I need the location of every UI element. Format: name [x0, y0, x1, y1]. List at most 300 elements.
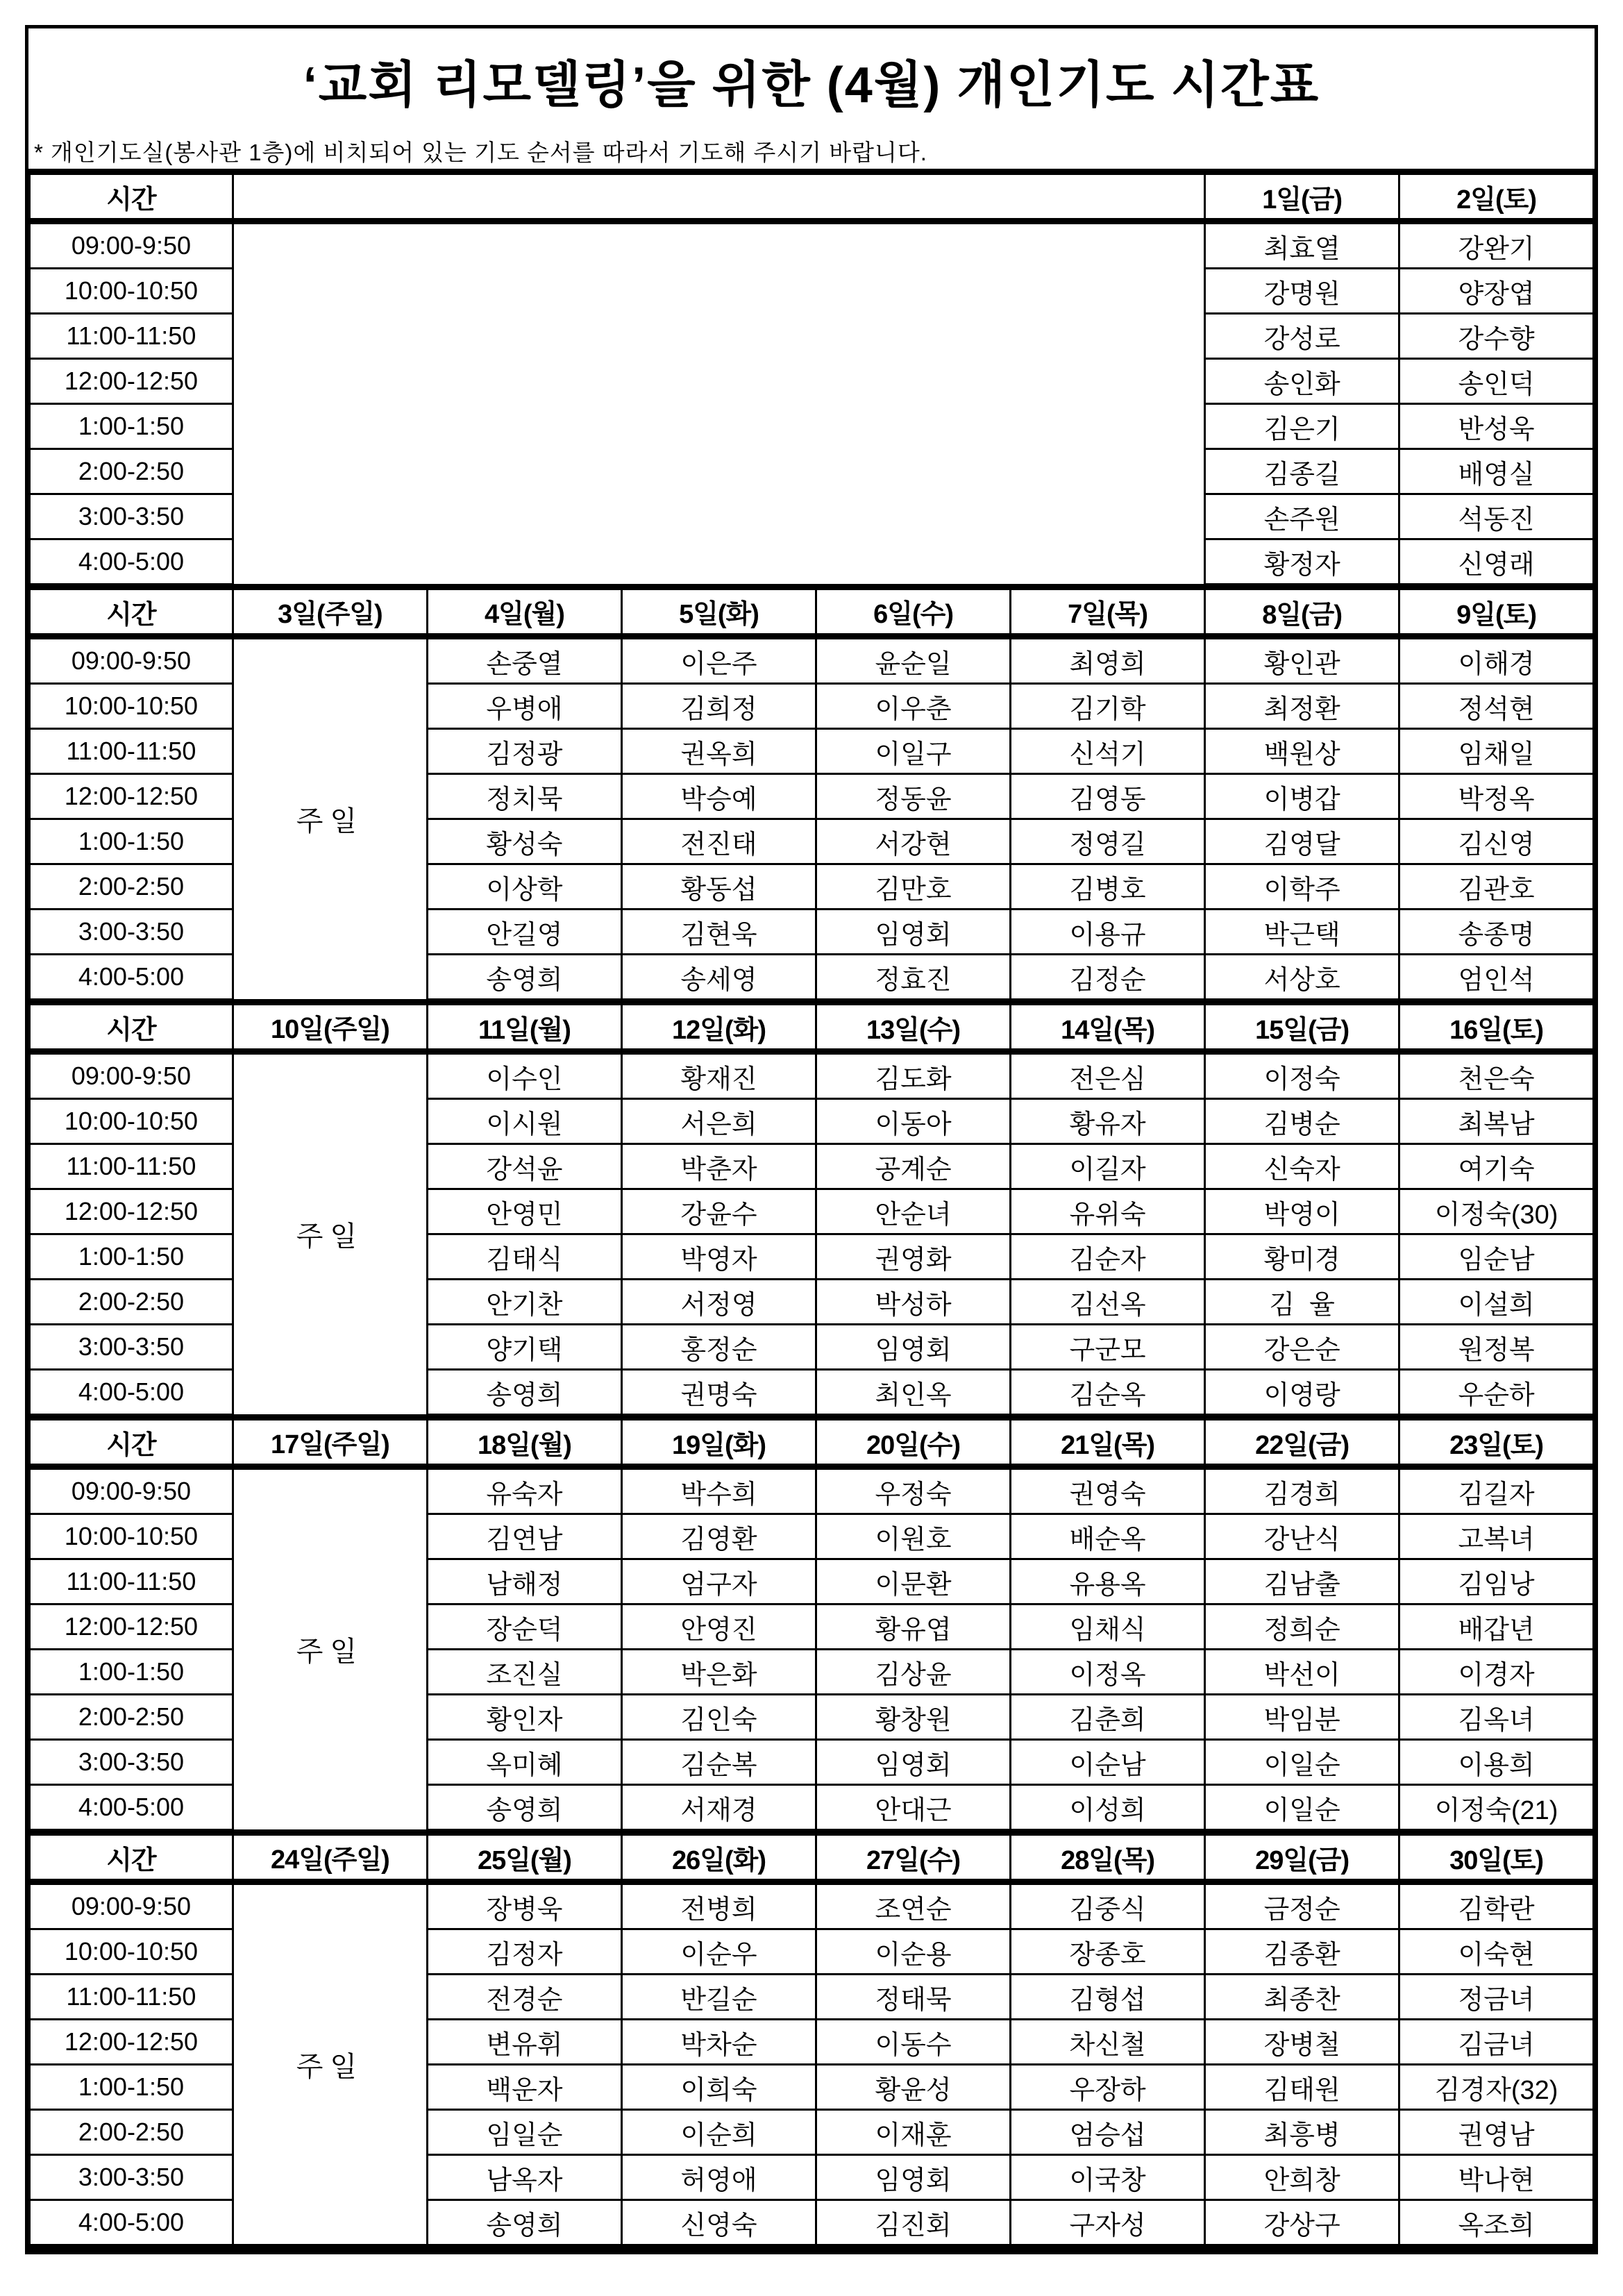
- name-cell: 유위숙: [1011, 1189, 1205, 1234]
- name-cell: 송영희: [427, 1370, 621, 1418]
- name-cell: 김옥녀: [1399, 1695, 1594, 1740]
- name-cell: 안대근: [816, 1785, 1011, 1833]
- name-cell: 정금녀: [1399, 1975, 1594, 2020]
- name-cell: 석동진: [1399, 494, 1594, 539]
- time-cell: 4:00-5:00: [30, 1370, 233, 1418]
- name-cell: 박성하: [816, 1280, 1011, 1325]
- name-cell: 김기학: [1011, 684, 1205, 729]
- day-header: 13일(수): [816, 1002, 1011, 1052]
- name-cell: 최흥병: [1205, 2110, 1399, 2155]
- name-cell: 정동윤: [816, 774, 1011, 819]
- time-column-header: 시간: [30, 172, 233, 221]
- day-header: 22일(금): [1205, 1417, 1399, 1467]
- name-cell: 김종길: [1205, 449, 1399, 494]
- name-cell: 장병욱: [427, 1882, 621, 1929]
- name-cell: 안영민: [427, 1189, 621, 1234]
- day-header: 11일(월): [427, 1002, 621, 1052]
- name-cell: 송인화: [1205, 359, 1399, 404]
- time-cell: 11:00-11:50: [30, 729, 233, 774]
- name-cell: 금정순: [1205, 1882, 1399, 1929]
- name-cell: 안희창: [1205, 2155, 1399, 2200]
- name-cell: 김금녀: [1399, 2020, 1594, 2065]
- name-cell: 황정자: [1205, 539, 1399, 587]
- name-cell: 이은주: [621, 637, 816, 684]
- name-cell: 차신철: [1011, 2020, 1205, 2065]
- name-cell: 임채식: [1011, 1604, 1205, 1650]
- time-cell: 2:00-2:50: [30, 1695, 233, 1740]
- prayer-schedule-table: [28, 169, 1595, 2251]
- name-cell: 서재경: [621, 1785, 816, 1833]
- name-cell: 남해정: [427, 1559, 621, 1604]
- name-cell: 안영진: [621, 1604, 816, 1650]
- name-cell: 박은화: [621, 1650, 816, 1695]
- name-cell: 신영래: [1399, 539, 1594, 587]
- name-cell: 김희정: [621, 684, 816, 729]
- name-cell: 배영실: [1399, 449, 1594, 494]
- time-cell: 2:00-2:50: [30, 449, 233, 494]
- name-cell: 이국창: [1011, 2155, 1205, 2200]
- time-cell: 10:00-10:50: [30, 684, 233, 729]
- section-header-row: [30, 1832, 1594, 1882]
- time-cell: 1:00-1:50: [30, 2065, 233, 2110]
- day-header: 6일(수): [816, 587, 1011, 637]
- name-cell: 유숙자: [427, 1467, 621, 1514]
- name-cell: 구자성: [1011, 2200, 1205, 2248]
- time-cell: 3:00-3:50: [30, 494, 233, 539]
- name-cell: 엄인석: [1399, 955, 1594, 1003]
- name-cell: 김임낭: [1399, 1559, 1594, 1604]
- name-cell: 송세영: [621, 955, 816, 1003]
- name-cell: 이동아: [816, 1099, 1011, 1144]
- name-cell: 김남출: [1205, 1559, 1399, 1604]
- name-cell: 김길자: [1399, 1467, 1594, 1514]
- name-cell: 홍정순: [621, 1325, 816, 1370]
- day-header: 1일(금): [1205, 172, 1399, 221]
- name-cell: 권영화: [816, 1234, 1011, 1280]
- name-cell: 임순남: [1399, 1234, 1594, 1280]
- name-cell: 박나현: [1399, 2155, 1594, 2200]
- day-header: 7일(목): [1011, 587, 1205, 637]
- name-cell: 강난식: [1205, 1514, 1399, 1559]
- name-cell: 전경순: [427, 1975, 621, 2020]
- schedule-row: [30, 1467, 1594, 1514]
- name-cell: 손중열: [427, 637, 621, 684]
- day-header: 21일(목): [1011, 1417, 1205, 1467]
- time-cell: 3:00-3:50: [30, 2155, 233, 2200]
- name-cell: 김정순: [1011, 955, 1205, 1003]
- day-header: 26일(화): [621, 1832, 816, 1882]
- name-cell: 김만호: [816, 864, 1011, 910]
- name-cell: 박수희: [621, 1467, 816, 1514]
- name-cell: 전은심: [1011, 1052, 1205, 1099]
- name-cell: 강윤수: [621, 1189, 816, 1234]
- schedule-row: [30, 221, 1594, 269]
- name-cell: 황성숙: [427, 819, 621, 864]
- name-cell: 장병철: [1205, 2020, 1399, 2065]
- name-cell: 김상윤: [816, 1650, 1011, 1695]
- name-cell: 이경자: [1399, 1650, 1594, 1695]
- name-cell: 황인자: [427, 1695, 621, 1740]
- time-column-header: 시간: [30, 1832, 233, 1882]
- name-cell: 황창원: [816, 1695, 1011, 1740]
- name-cell: 박임분: [1205, 1695, 1399, 1740]
- name-cell: 천은숙: [1399, 1052, 1594, 1099]
- name-cell: 이정숙: [1205, 1052, 1399, 1099]
- name-cell: 정석현: [1399, 684, 1594, 729]
- name-cell: 이수인: [427, 1052, 621, 1099]
- name-cell: 허영애: [621, 2155, 816, 2200]
- name-cell: 김영환: [621, 1514, 816, 1559]
- section-header-row: [30, 172, 1594, 221]
- name-cell: 김형섭: [1011, 1975, 1205, 2020]
- time-cell: 12:00-12:50: [30, 2020, 233, 2065]
- name-cell: 최종찬: [1205, 1975, 1399, 2020]
- day-header: 23일(토): [1399, 1417, 1594, 1467]
- time-cell: 10:00-10:50: [30, 1099, 233, 1144]
- time-cell: 09:00-9:50: [30, 221, 233, 269]
- name-cell: 강상구: [1205, 2200, 1399, 2248]
- name-cell: 김 율: [1205, 1280, 1399, 1325]
- name-cell: 이일순: [1205, 1785, 1399, 1833]
- name-cell: 배갑년: [1399, 1604, 1594, 1650]
- time-cell: 4:00-5:00: [30, 1785, 233, 1833]
- time-column-header: 시간: [30, 1002, 233, 1052]
- name-cell: 김춘희: [1011, 1695, 1205, 1740]
- time-cell: 12:00-12:50: [30, 774, 233, 819]
- name-cell: 안길영: [427, 910, 621, 955]
- name-cell: 임일순: [427, 2110, 621, 2155]
- name-cell: 최효열: [1205, 221, 1399, 269]
- time-cell: 09:00-9:50: [30, 1052, 233, 1099]
- name-cell: 황윤성: [816, 2065, 1011, 2110]
- name-cell: 공계순: [816, 1144, 1011, 1189]
- time-cell: 10:00-10:50: [30, 1514, 233, 1559]
- name-cell: 정태묵: [816, 1975, 1011, 2020]
- name-cell: 박선이: [1205, 1650, 1399, 1695]
- sunday-merged-cell: 주일: [233, 1052, 427, 1418]
- time-cell: 1:00-1:50: [30, 1650, 233, 1695]
- section-header-row: [30, 587, 1594, 637]
- name-cell: 엄구자: [621, 1559, 816, 1604]
- name-cell: 유용옥: [1011, 1559, 1205, 1604]
- name-cell: 우병애: [427, 684, 621, 729]
- name-cell: 김순자: [1011, 1234, 1205, 1280]
- name-cell: 권영숙: [1011, 1467, 1205, 1514]
- name-cell: 이정옥: [1011, 1650, 1205, 1695]
- name-cell: 반성욱: [1399, 404, 1594, 449]
- name-cell: 김은기: [1205, 404, 1399, 449]
- day-header: 18일(월): [427, 1417, 621, 1467]
- schedule-row: [30, 1052, 1594, 1099]
- name-cell: 이학주: [1205, 864, 1399, 910]
- name-cell: 김경희: [1205, 1467, 1399, 1514]
- time-cell: 4:00-5:00: [30, 539, 233, 587]
- name-cell: 이시원: [427, 1099, 621, 1144]
- name-cell: 황유자: [1011, 1099, 1205, 1144]
- name-cell: 황인관: [1205, 637, 1399, 684]
- note-text: * 개인기도실(봉사관 1층)에 비치되어 있는 기도 순서를 따라서 기도해 주시기 바랍니다.: [34, 139, 927, 165]
- name-cell: 이정숙(30): [1399, 1189, 1594, 1234]
- name-cell: 정치묵: [427, 774, 621, 819]
- time-cell: 2:00-2:50: [30, 864, 233, 910]
- time-column-header: 시간: [30, 1417, 233, 1467]
- day-header: 12일(화): [621, 1002, 816, 1052]
- name-cell: 박근택: [1205, 910, 1399, 955]
- empty-merged-cell: [233, 221, 1204, 587]
- name-cell: 김종환: [1205, 1929, 1399, 1975]
- time-cell: 10:00-10:50: [30, 1929, 233, 1975]
- name-cell: 우순하: [1399, 1370, 1594, 1418]
- day-header: 14일(목): [1011, 1002, 1205, 1052]
- name-cell: 장순덕: [427, 1604, 621, 1650]
- name-cell: 강수향: [1399, 314, 1594, 359]
- name-cell: 강완기: [1399, 221, 1594, 269]
- name-cell: 이용규: [1011, 910, 1205, 955]
- name-cell: 구군모: [1011, 1325, 1205, 1370]
- schedule-row: [30, 1882, 1594, 1929]
- name-cell: 김병호: [1011, 864, 1205, 910]
- name-cell: 황동섭: [621, 864, 816, 910]
- name-cell: 이재훈: [816, 2110, 1011, 2155]
- name-cell: 송영희: [427, 2200, 621, 2248]
- name-cell: 김순복: [621, 1740, 816, 1785]
- day-header: 15일(금): [1205, 1002, 1399, 1052]
- name-cell: 서상호: [1205, 955, 1399, 1003]
- name-cell: 김순옥: [1011, 1370, 1205, 1418]
- day-header: 4일(월): [427, 587, 621, 637]
- name-cell: 이순용: [816, 1929, 1011, 1975]
- time-cell: 11:00-11:50: [30, 314, 233, 359]
- time-column-header: 시간: [30, 587, 233, 637]
- schedule-row: [30, 637, 1594, 684]
- name-cell: 이정숙(21): [1399, 1785, 1594, 1833]
- name-cell: 양기택: [427, 1325, 621, 1370]
- name-cell: 김정광: [427, 729, 621, 774]
- name-cell: 이용희: [1399, 1740, 1594, 1785]
- name-cell: 우장하: [1011, 2065, 1205, 2110]
- name-cell: 이원호: [816, 1514, 1011, 1559]
- name-cell: 황재진: [621, 1052, 816, 1099]
- name-cell: 임채일: [1399, 729, 1594, 774]
- time-cell: 1:00-1:50: [30, 1234, 233, 1280]
- name-cell: 김인숙: [621, 1695, 816, 1740]
- time-cell: 11:00-11:50: [30, 1559, 233, 1604]
- name-cell: 이문환: [816, 1559, 1011, 1604]
- time-cell: 3:00-3:50: [30, 1740, 233, 1785]
- name-cell: 정희순: [1205, 1604, 1399, 1650]
- name-cell: 변유휘: [427, 2020, 621, 2065]
- name-cell: 여기숙: [1399, 1144, 1594, 1189]
- empty-header-cell: [233, 172, 1204, 221]
- name-cell: 강성로: [1205, 314, 1399, 359]
- name-cell: 이성희: [1011, 1785, 1205, 1833]
- sunday-day-header: 24일(주일): [233, 1832, 427, 1882]
- name-cell: 임영회: [816, 910, 1011, 955]
- section-header-row: [30, 1002, 1594, 1052]
- name-cell: 김영달: [1205, 819, 1399, 864]
- time-cell: 3:00-3:50: [30, 1325, 233, 1370]
- time-cell: 09:00-9:50: [30, 637, 233, 684]
- name-cell: 이일순: [1205, 1740, 1399, 1785]
- name-cell: 양장엽: [1399, 269, 1594, 314]
- name-cell: 우정숙: [816, 1467, 1011, 1514]
- time-cell: 09:00-9:50: [30, 1882, 233, 1929]
- name-cell: 박영이: [1205, 1189, 1399, 1234]
- name-cell: 신영숙: [621, 2200, 816, 2248]
- name-cell: 김중식: [1011, 1882, 1205, 1929]
- name-cell: 김태원: [1205, 2065, 1399, 2110]
- name-cell: 이길자: [1011, 1144, 1205, 1189]
- name-cell: 전진태: [621, 819, 816, 864]
- name-cell: 강은순: [1205, 1325, 1399, 1370]
- name-cell: 장종호: [1011, 1929, 1205, 1975]
- name-cell: 김관호: [1399, 864, 1594, 910]
- name-cell: 안순녀: [816, 1189, 1011, 1234]
- name-cell: 권명숙: [621, 1370, 816, 1418]
- schedule-sheet: [25, 25, 1598, 2254]
- name-cell: 임영회: [816, 1740, 1011, 1785]
- name-cell: 최정환: [1205, 684, 1399, 729]
- name-cell: 김연남: [427, 1514, 621, 1559]
- name-cell: 안기찬: [427, 1280, 621, 1325]
- name-cell: 박승예: [621, 774, 816, 819]
- name-cell: 이영랑: [1205, 1370, 1399, 1418]
- name-cell: 김영동: [1011, 774, 1205, 819]
- time-cell: 11:00-11:50: [30, 1975, 233, 2020]
- section-header-row: [30, 1417, 1594, 1467]
- day-header: 29일(금): [1205, 1832, 1399, 1882]
- day-header: 20일(수): [816, 1417, 1011, 1467]
- sunday-merged-cell: 주일: [233, 1467, 427, 1833]
- name-cell: 이병갑: [1205, 774, 1399, 819]
- time-cell: 12:00-12:50: [30, 1604, 233, 1650]
- name-cell: 정효진: [816, 955, 1011, 1003]
- name-cell: 송인덕: [1399, 359, 1594, 404]
- name-cell: 최영희: [1011, 637, 1205, 684]
- name-cell: 이동수: [816, 2020, 1011, 2065]
- name-cell: 송영희: [427, 1785, 621, 1833]
- sunday-merged-cell: 주일: [233, 1882, 427, 2248]
- page-title: ‘교회 리모델링’을 위한 (4월) 개인기도 시간표: [303, 58, 1320, 113]
- time-cell: 4:00-5:00: [30, 2200, 233, 2248]
- name-cell: 김태식: [427, 1234, 621, 1280]
- time-cell: 09:00-9:50: [30, 1467, 233, 1514]
- sunday-merged-cell: 주일: [233, 637, 427, 1003]
- time-cell: 3:00-3:50: [30, 910, 233, 955]
- sunday-day-header: 17일(주일): [233, 1417, 427, 1467]
- name-cell: 배순옥: [1011, 1514, 1205, 1559]
- name-cell: 이순희: [621, 2110, 816, 2155]
- name-cell: 이순남: [1011, 1740, 1205, 1785]
- schedule-table-body: [30, 172, 1594, 2248]
- name-cell: 박영자: [621, 1234, 816, 1280]
- name-cell: 백원상: [1205, 729, 1399, 774]
- day-header: 25일(월): [427, 1832, 621, 1882]
- name-cell: 권옥희: [621, 729, 816, 774]
- name-cell: 김현욱: [621, 910, 816, 955]
- name-cell: 손주원: [1205, 494, 1399, 539]
- name-cell: 김도화: [816, 1052, 1011, 1099]
- name-cell: 김학란: [1399, 1882, 1594, 1929]
- time-cell: 11:00-11:50: [30, 1144, 233, 1189]
- day-header: 9일(토): [1399, 587, 1594, 637]
- name-cell: 고복녀: [1399, 1514, 1594, 1559]
- name-cell: 황미경: [1205, 1234, 1399, 1280]
- name-cell: 이해경: [1399, 637, 1594, 684]
- name-cell: 신석기: [1011, 729, 1205, 774]
- name-cell: 남옥자: [427, 2155, 621, 2200]
- day-header: 5일(화): [621, 587, 816, 637]
- time-cell: 10:00-10:50: [30, 269, 233, 314]
- time-cell: 2:00-2:50: [30, 2110, 233, 2155]
- name-cell: 박춘자: [621, 1144, 816, 1189]
- name-cell: 반길순: [621, 1975, 816, 2020]
- day-header: 16일(토): [1399, 1002, 1594, 1052]
- sunday-day-header: 3일(주일): [233, 587, 427, 637]
- name-cell: 서강현: [816, 819, 1011, 864]
- name-cell: 이희숙: [621, 2065, 816, 2110]
- name-cell: 이일구: [816, 729, 1011, 774]
- time-cell: 12:00-12:50: [30, 359, 233, 404]
- name-cell: 서정영: [621, 1280, 816, 1325]
- name-cell: 윤순일: [816, 637, 1011, 684]
- name-cell: 이상학: [427, 864, 621, 910]
- sunday-day-header: 10일(주일): [233, 1002, 427, 1052]
- time-cell: 12:00-12:50: [30, 1189, 233, 1234]
- name-cell: 황유엽: [816, 1604, 1011, 1650]
- name-cell: 정영길: [1011, 819, 1205, 864]
- day-header: 19일(화): [621, 1417, 816, 1467]
- name-cell: 권영남: [1399, 2110, 1594, 2155]
- name-cell: 김진회: [816, 2200, 1011, 2248]
- name-cell: 최복남: [1399, 1099, 1594, 1144]
- day-header: 28일(목): [1011, 1832, 1205, 1882]
- day-header: 30일(토): [1399, 1832, 1594, 1882]
- name-cell: 이순우: [621, 1929, 816, 1975]
- name-cell: 서은희: [621, 1099, 816, 1144]
- name-cell: 김병순: [1205, 1099, 1399, 1144]
- name-cell: 박차순: [621, 2020, 816, 2065]
- name-cell: 김정자: [427, 1929, 621, 1975]
- name-cell: 옥조희: [1399, 2200, 1594, 2248]
- name-cell: 이설희: [1399, 1280, 1594, 1325]
- name-cell: 옥미혜: [427, 1740, 621, 1785]
- name-cell: 강석윤: [427, 1144, 621, 1189]
- name-cell: 백운자: [427, 2065, 621, 2110]
- name-cell: 이우춘: [816, 684, 1011, 729]
- name-cell: 강명원: [1205, 269, 1399, 314]
- name-cell: 이숙현: [1399, 1929, 1594, 1975]
- name-cell: 임영회: [816, 1325, 1011, 1370]
- name-cell: 원정복: [1399, 1325, 1594, 1370]
- time-cell: 1:00-1:50: [30, 404, 233, 449]
- name-cell: 김선옥: [1011, 1280, 1205, 1325]
- name-cell: 엄승섭: [1011, 2110, 1205, 2155]
- day-header: 27일(수): [816, 1832, 1011, 1882]
- day-header: 2일(토): [1399, 172, 1594, 221]
- time-cell: 1:00-1:50: [30, 819, 233, 864]
- day-header: 8일(금): [1205, 587, 1399, 637]
- name-cell: 조진실: [427, 1650, 621, 1695]
- name-cell: 전병희: [621, 1882, 816, 1929]
- name-cell: 신숙자: [1205, 1144, 1399, 1189]
- time-cell: 2:00-2:50: [30, 1280, 233, 1325]
- name-cell: 김경자(32): [1399, 2065, 1594, 2110]
- name-cell: 김신영: [1399, 819, 1594, 864]
- name-cell: 조연순: [816, 1882, 1011, 1929]
- name-cell: 박정옥: [1399, 774, 1594, 819]
- name-cell: 최인옥: [816, 1370, 1011, 1418]
